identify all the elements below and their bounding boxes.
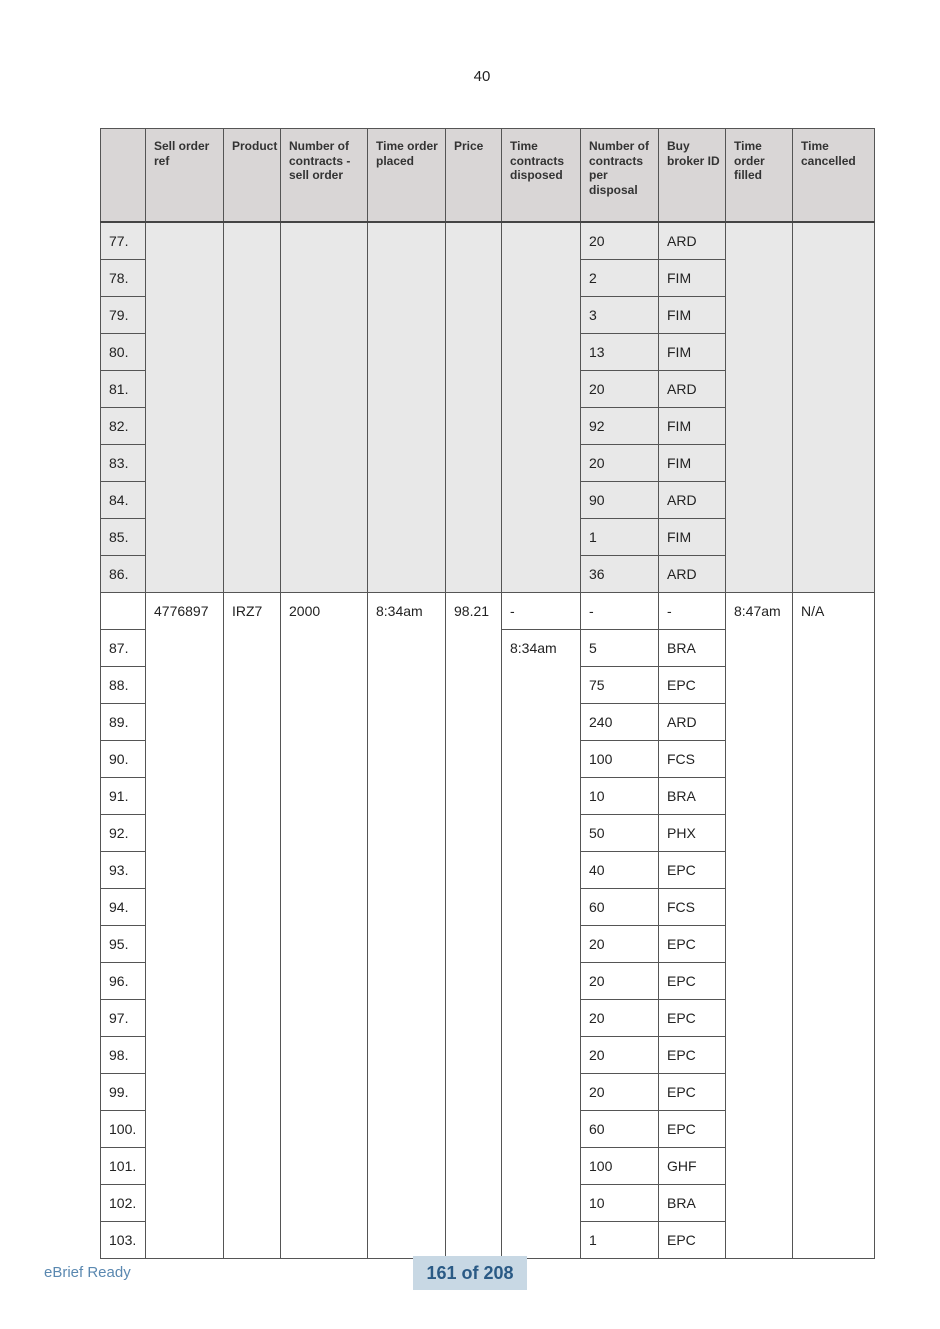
row-number: 96. <box>101 963 146 1000</box>
buy-broker-id: EPC <box>659 1074 726 1111</box>
buy-broker-id: EPC <box>659 1111 726 1148</box>
row-number: 103. <box>101 1222 146 1259</box>
buy-broker-id: ARD <box>659 222 726 260</box>
buy-broker-id: ARD <box>659 482 726 519</box>
contracts-per-disposal: 1 <box>581 1222 659 1259</box>
buy-broker-id: FIM <box>659 297 726 334</box>
row-number: 80. <box>101 334 146 371</box>
group-2-rows <box>101 593 875 1259</box>
merged-empty-cell <box>726 222 793 593</box>
contracts-per-disposal: - <box>581 593 659 630</box>
row-number: 86. <box>101 556 146 593</box>
header-cell: Product <box>224 129 281 223</box>
buy-broker-id: EPC <box>659 1037 726 1074</box>
row-number: 97. <box>101 1000 146 1037</box>
buy-broker-id: FIM <box>659 408 726 445</box>
merged-empty-cell <box>368 222 446 593</box>
contracts-per-disposal: 20 <box>581 371 659 408</box>
merged-empty-cell <box>446 222 502 593</box>
contracts-per-disposal: 20 <box>581 963 659 1000</box>
merged-empty-cell <box>793 222 875 593</box>
buy-broker-id: PHX <box>659 815 726 852</box>
row-number: 78. <box>101 260 146 297</box>
merged-empty-cell <box>502 222 581 593</box>
row-number: 84. <box>101 482 146 519</box>
row-number: 83. <box>101 445 146 482</box>
contracts-per-disposal: 40 <box>581 852 659 889</box>
contracts-per-disposal: 1 <box>581 519 659 556</box>
row-number: 85. <box>101 519 146 556</box>
buy-broker-id: FIM <box>659 260 726 297</box>
contracts-per-disposal: 20 <box>581 1000 659 1037</box>
row-number: 95. <box>101 926 146 963</box>
merged-empty-cell <box>224 222 281 593</box>
group-1-rows <box>101 222 875 593</box>
buy-broker-id: EPC <box>659 926 726 963</box>
buy-broker-id: - <box>659 593 726 630</box>
buy-broker-id: BRA <box>659 630 726 667</box>
buy-broker-id: GHF <box>659 1148 726 1185</box>
header-cell <box>101 129 146 223</box>
row-number: 81. <box>101 371 146 408</box>
buy-broker-id: ARD <box>659 371 726 408</box>
contracts-per-disposal: 10 <box>581 1185 659 1222</box>
contracts-per-disposal: 20 <box>581 445 659 482</box>
contracts-per-disposal: 60 <box>581 1111 659 1148</box>
contracts-per-disposal: 13 <box>581 334 659 371</box>
buy-broker-id: FIM <box>659 445 726 482</box>
header-cell: Time order filled <box>726 129 793 223</box>
header-row <box>101 129 875 223</box>
buy-broker-id: EPC <box>659 667 726 704</box>
contracts-per-disposal: 240 <box>581 704 659 741</box>
row-number: 88. <box>101 667 146 704</box>
buy-broker-id: FCS <box>659 741 726 778</box>
header-cell: Number of contracts - sell order <box>281 129 368 223</box>
order-summary-row <box>101 593 875 630</box>
row-number: 90. <box>101 741 146 778</box>
row-number: 92. <box>101 815 146 852</box>
contracts-per-disposal: 75 <box>581 667 659 704</box>
buy-broker-id: EPC <box>659 1222 726 1259</box>
contracts-per-disposal: 3 <box>581 297 659 334</box>
price: 98.21 <box>446 593 502 1259</box>
merged-empty-cell <box>281 222 368 593</box>
header-cell: Number of contracts per disposal <box>581 129 659 223</box>
time-order-filled: 8:47am <box>726 593 793 1259</box>
contracts-per-disposal: 60 <box>581 889 659 926</box>
row-number: 82. <box>101 408 146 445</box>
merged-empty-cell <box>146 222 224 593</box>
product: IRZ7 <box>224 593 281 1259</box>
ebrief-logo: eBrief Ready <box>44 1264 131 1281</box>
contracts-per-disposal: 50 <box>581 815 659 852</box>
buy-broker-id: BRA <box>659 778 726 815</box>
contracts-per-disposal: 20 <box>581 1074 659 1111</box>
header-cell: Time order placed <box>368 129 446 223</box>
contracts-per-disposal: 20 <box>581 926 659 963</box>
buy-broker-id: EPC <box>659 852 726 889</box>
buy-broker-id: BRA <box>659 1185 726 1222</box>
header-cell: Time cancelled <box>793 129 875 223</box>
time-order-placed: 8:34am <box>368 593 446 1259</box>
contracts-per-disposal: 36 <box>581 556 659 593</box>
contracts-per-disposal: 20 <box>581 1037 659 1074</box>
buy-broker-id: FIM <box>659 334 726 371</box>
sell-order-ref: 4776897 <box>146 593 224 1259</box>
contracts-per-disposal: 92 <box>581 408 659 445</box>
row-number: 79. <box>101 297 146 334</box>
row-number: 91. <box>101 778 146 815</box>
contracts-sell-order: 2000 <box>281 593 368 1259</box>
row-number: 101. <box>101 1148 146 1185</box>
header-cell: Time contracts disposed <box>502 129 581 223</box>
header-cell: Buy broker ID <box>659 129 726 223</box>
time-contracts-disposed: 8:34am <box>502 630 581 1259</box>
row-number: 77. <box>101 222 146 260</box>
contracts-per-disposal: 100 <box>581 741 659 778</box>
contracts-per-disposal: 5 <box>581 630 659 667</box>
buy-broker-id: ARD <box>659 704 726 741</box>
row-number: 87. <box>101 630 146 667</box>
row-number: 102. <box>101 1185 146 1222</box>
contracts-per-disposal: 10 <box>581 778 659 815</box>
row-number: 99. <box>101 1074 146 1111</box>
time-cancelled: N/A <box>793 593 875 1259</box>
buy-broker-id: ARD <box>659 556 726 593</box>
buy-broker-id: EPC <box>659 1000 726 1037</box>
buy-broker-id: EPC <box>659 963 726 1000</box>
page-number: 40 <box>473 68 491 85</box>
contracts-per-disposal: 20 <box>581 222 659 260</box>
header-cell: Sell order ref <box>146 129 224 223</box>
row-number: 100. <box>101 1111 146 1148</box>
row-number: 98. <box>101 1037 146 1074</box>
time-contracts-disposed: - <box>502 593 581 630</box>
row-number: 94. <box>101 889 146 926</box>
orders-table <box>100 128 875 1259</box>
table-row <box>101 222 875 260</box>
contracts-per-disposal: 90 <box>581 482 659 519</box>
row-number: 89. <box>101 704 146 741</box>
buy-broker-id: FIM <box>659 519 726 556</box>
contracts-per-disposal: 100 <box>581 1148 659 1185</box>
row-number: 93. <box>101 852 146 889</box>
page-counter: 161 of 208 <box>413 1256 527 1290</box>
contracts-per-disposal: 2 <box>581 260 659 297</box>
header-cell: Price <box>446 129 502 223</box>
row-number <box>101 593 146 630</box>
buy-broker-id: FCS <box>659 889 726 926</box>
